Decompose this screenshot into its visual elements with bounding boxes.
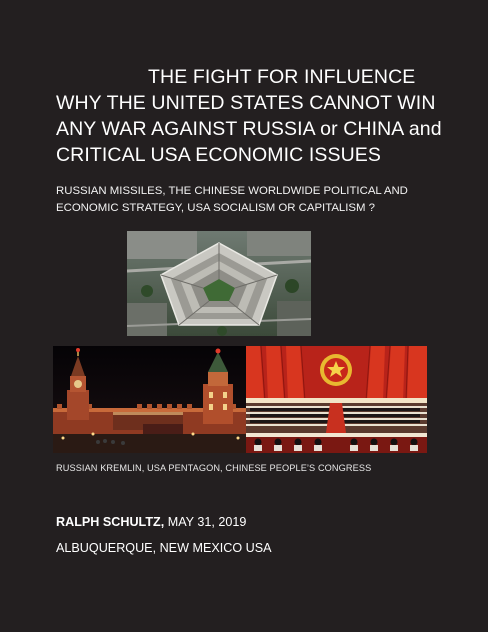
author-name: RALPH SCHULTZ, bbox=[56, 515, 165, 529]
subtitle-line-1: RUSSIAN MISSILES, THE CHINESE WORLDWIDE POLITICAL AND bbox=[56, 185, 408, 197]
title-line-1: THE FIGHT FOR INFLUENCE bbox=[148, 66, 416, 88]
pentagon-photo bbox=[127, 231, 311, 336]
pentagon-illustration bbox=[127, 231, 311, 336]
chinese-congress-photo bbox=[246, 346, 427, 453]
cover-subtitle bbox=[56, 183, 476, 217]
kremlin-illustration bbox=[53, 346, 246, 453]
title-line-4: CRITICAL USA ECONOMIC ISSUES bbox=[56, 144, 381, 166]
photo-caption: RUSSIAN KREMLIN, USA PENTAGON, CHINESE PEOPLE’S CONGRESS bbox=[56, 463, 372, 473]
title-line-2: WHY THE UNITED STATES CANNOT WIN bbox=[56, 92, 436, 114]
publication-date: MAY 31, 2019 bbox=[164, 515, 247, 529]
congress-illustration bbox=[246, 346, 427, 453]
author-location: ALBUQUERQUE, NEW MEXICO USA bbox=[56, 541, 272, 555]
kremlin-photo bbox=[53, 346, 246, 453]
subtitle-line-2: ECONOMIC STRATEGY, USA SOCIALISM OR CAPITALISM ? bbox=[56, 202, 376, 214]
author-line bbox=[56, 515, 246, 529]
cover-title bbox=[56, 64, 476, 168]
title-line-3: ANY WAR AGAINST RUSSIA or CHINA and bbox=[56, 118, 442, 140]
